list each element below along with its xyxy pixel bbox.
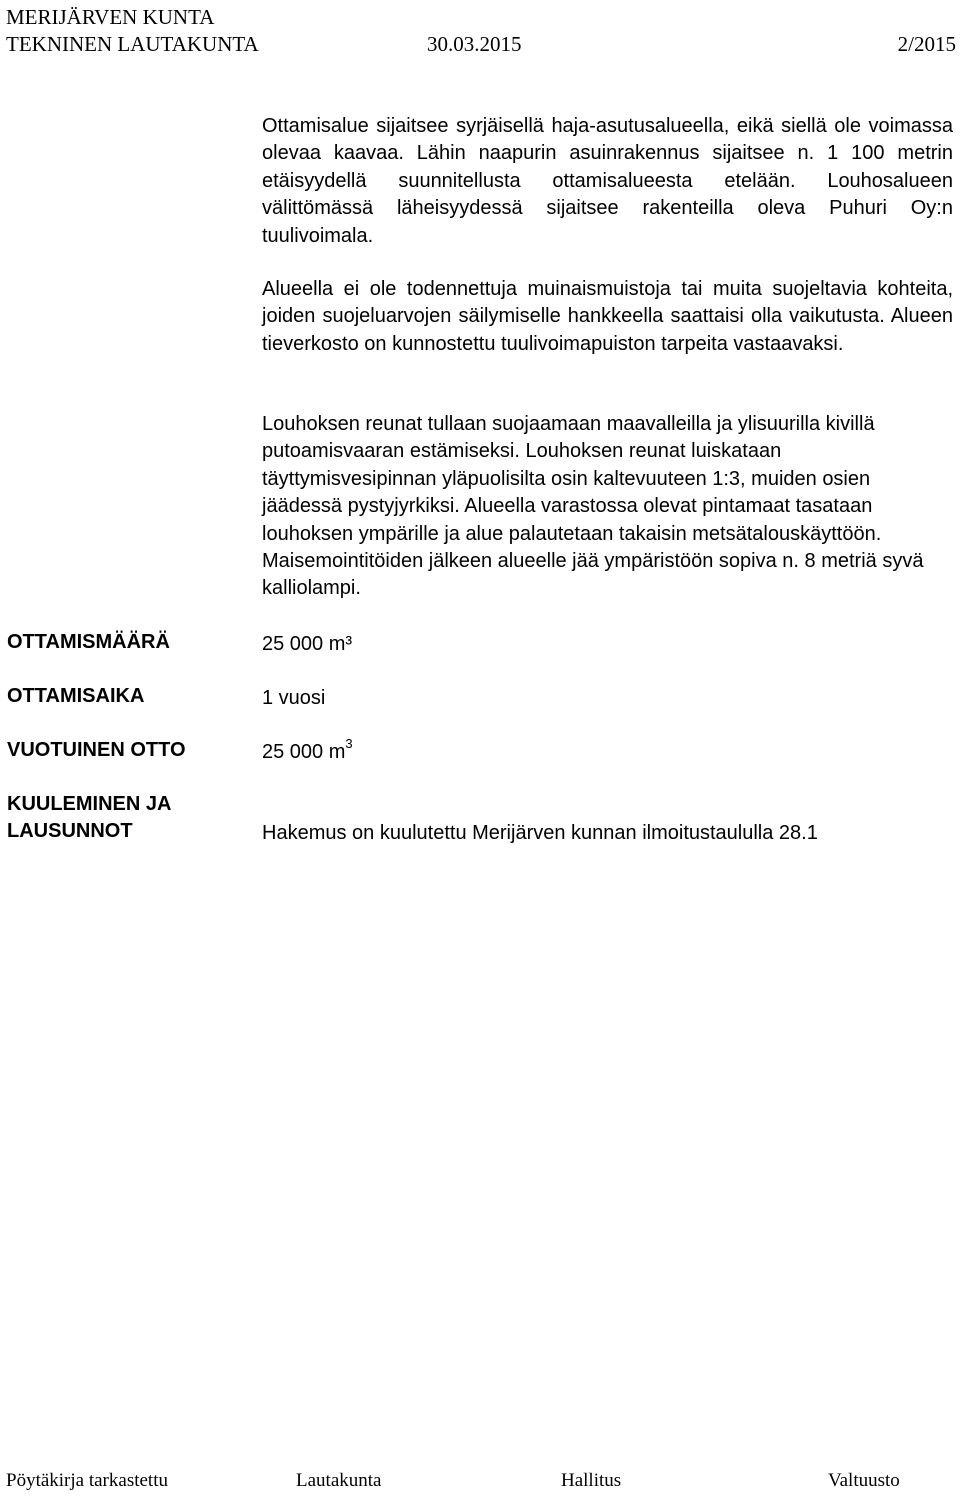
footer-board-label: Lautakunta <box>296 1470 382 1491</box>
kuuleminen-label-line2: LAUSUNNOT <box>7 820 133 842</box>
meeting-date: 30.03.2015 <box>427 32 522 56</box>
paragraph-location: Ottamisalue sijaitsee syrjäisellä haja-asutusalueella, eikä siellä ole voimassa olevaa kaavaa. Lähin naapurin asuinrakennus sijaitsee n. 1 100 metrin etäisyydellä suunnitellusta ottamisalueesta etelään. Louhosalueen välittömässä läheisyydessä sijaitsee rakenteilla oleva Puhuri Oy:n tuulivoimala. <box>262 115 953 247</box>
footer-council-label: Valtuusto <box>828 1470 900 1491</box>
vuotuinen-otto-label: VUOTUINEN OTTO <box>7 739 186 761</box>
paragraph-heritage: Alueella ei ole todennettuja muinaismuistoja tai muita suojeltavia kohteita, joiden suojeluarvojen säilymiselle hankkeella saattaisi olla vaikutusta. Alueen tieverkosto on kunnostettu tuulivoimapuiston tarpeita vastaavaksi. <box>262 278 953 355</box>
committee-name: TEKNINEN LAUTAKUNTA <box>6 32 259 56</box>
document-header <box>6 4 956 58</box>
page-number: 2/2015 <box>897 32 956 56</box>
kuuleminen-label-line1: KUULEMINEN JA <box>7 793 172 815</box>
footer-reviewed-label: Pöytäkirja tarkastettu <box>6 1470 168 1491</box>
paragraph-landscaping: Louhoksen reunat tullaan suojaamaan maavalleilla ja ylisuurilla kivillä putoamisvaaran estämiseksi. Louhoksen reunat luiskataan täyttymisvesipinnan yläpuolisilta osin kaltevuuteen 1:3, muiden osien jäädessä pystyjyrkiksi. Alueella varastossa olevat pintamaat tasataan louhoksen ympärille ja alue palautetaan takaisin metsätalouskäyttöön. Maisemointitöiden jälkeen alueelle jää ympäristöön sopiva n. 8 metriä syvä kalliolampi. <box>262 413 924 600</box>
vuotuinen-otto-field <box>262 736 353 766</box>
document-footer <box>6 1470 956 1494</box>
ottamisaika-label: OTTAMISAIKA <box>7 685 145 707</box>
ottamismaara-value: 25 000 m³ <box>262 633 353 655</box>
header-organization-row <box>6 4 956 31</box>
ottamismaara-label: OTTAMISMÄÄRÄ <box>7 631 170 653</box>
header-committee-row <box>6 31 956 58</box>
ottamisaika-value: 1 vuosi <box>262 687 326 709</box>
unit-exponent: 3 <box>345 736 353 752</box>
vuotuinen-otto-value: 25 000 m <box>262 741 346 763</box>
footer-government-label: Hallitus <box>561 1470 622 1491</box>
kuuleminen-value: Hakemus on kuulutettu Merijärven kunnan ilmoitustaululla 28.1 <box>262 822 818 844</box>
organization-name: MERIJÄRVEN KUNTA <box>6 5 215 29</box>
